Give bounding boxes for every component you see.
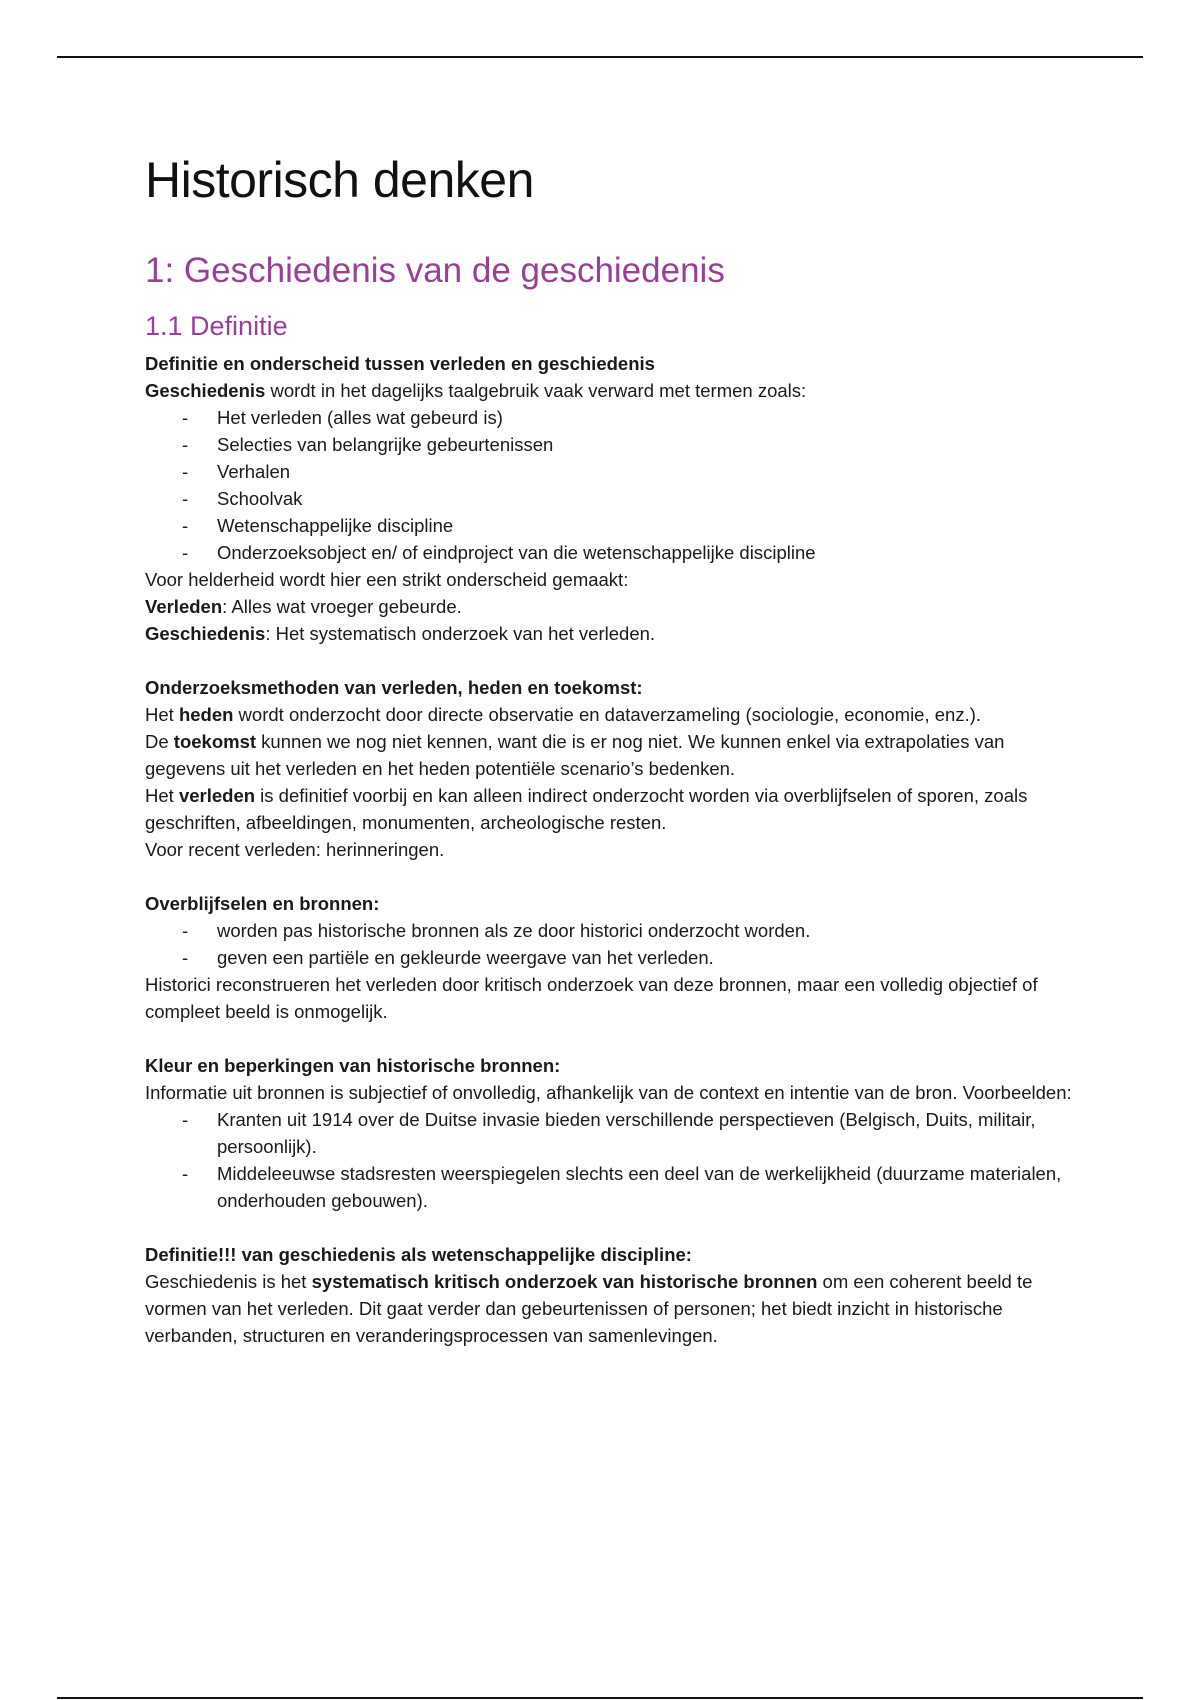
examples-list — [145, 1106, 1075, 1214]
footer-rule — [57, 1697, 1143, 1699]
subheading-sources: Overblijfselen en bronnen: — [145, 893, 380, 914]
list-item: - Het verleden (alles wat gebeurd is) — [217, 404, 1075, 431]
intro-paragraph — [145, 377, 1075, 404]
subheading-methods: Onderzoeksmethoden van verleden, heden en toekomst: — [145, 677, 643, 698]
text: Geschiedenis is het — [145, 1271, 312, 1292]
paragraph-verleden — [145, 782, 1075, 836]
text: is definitief voorbij en kan alleen indirect onderzocht worden via overblijfselen of sporen, zoals geschriften, afbeeldingen, monumenten, archeologische resten. — [145, 785, 1028, 833]
definition-text: : Alles wat vroeger gebeurde. — [222, 596, 462, 617]
document-body — [145, 148, 1075, 1349]
bold-term: toekomst — [173, 731, 257, 752]
chapter-heading: 1: Geschiedenis van de geschiedenis — [145, 251, 725, 290]
paragraph-final-definition — [145, 1268, 1075, 1349]
bold-term: Geschiedenis — [145, 380, 266, 401]
text: wordt onderzocht door directe observatie en dataverzameling (sociologie, economie, enz.). — [233, 704, 982, 725]
text: kunnen we nog niet kennen, want die is er nog niet. We kunnen enkel via extrapolaties van gegevens uit het verleden en het heden potentiële scenario’s bedenken. — [145, 731, 1005, 779]
subheading-definition: Definitie en onderscheid tussen verleden en geschiedenis — [145, 353, 655, 374]
paragraph-subjective: Informatie uit bronnen is subjectief of onvolledig, afhankelijk van de context en intentie van de bron. Voorbeelden: — [145, 1082, 1072, 1103]
bold-term: heden — [178, 704, 234, 725]
list-item: - Wetenschappelijke discipline — [217, 512, 1075, 539]
list-item: - Onderzoeksobject en/ of eindproject van die wetenschappelijke discipline — [217, 539, 1075, 566]
paragraph-recent: Voor recent verleden: herinneringen. — [145, 839, 445, 860]
definition-geschiedenis — [145, 620, 1075, 647]
header-rule — [57, 56, 1143, 58]
section-heading: 1.1 Definitie — [145, 311, 288, 341]
list-item: - Selecties van belangrijke gebeurtenissen — [217, 431, 1075, 458]
list-item: - Kranten uit 1914 over de Duitse invasie bieden verschillende perspectieven (Belgisch, Duits, militair, persoonlijk). — [217, 1106, 1075, 1160]
subheading-limitations: Kleur en beperkingen van historische bronnen: — [145, 1055, 561, 1076]
sources-list — [145, 917, 1075, 971]
definition-text: : Het systematisch onderzoek van het verleden. — [265, 623, 656, 644]
intro-text: wordt in het dagelijks taalgebruik vaak verward met termen zoals: — [265, 380, 807, 401]
list-item: - Middeleeuwse stadsresten weerspiegelen slechts een deel van de werkelijkheid (duurzame materialen, onderhouden gebouwen). — [217, 1160, 1075, 1214]
text: Het — [145, 785, 179, 806]
paragraph-toekomst — [145, 728, 1075, 782]
list-item: - worden pas historische bronnen als ze door historici onderzocht worden. — [217, 917, 1075, 944]
bold-term: Geschiedenis — [145, 623, 266, 644]
terms-list — [145, 404, 1075, 566]
paragraph-reconstruction: Historici reconstrueren het verleden door kritisch onderzoek van deze bronnen, maar een volledig objectief of compleet beeld is onmogelijk. — [145, 974, 1038, 1022]
text: Het — [145, 704, 179, 725]
list-item: - geven een partiële en gekleurde weergave van het verleden. — [217, 944, 1075, 971]
text: om een coherent beeld te vormen van het verleden. Dit gaat verder dan gebeurtenissen of personen; het biedt inzicht in historische verbanden, structuren en veranderingsprocessen van samenlevingen. — [145, 1271, 1033, 1346]
distinction-paragraph: Voor helderheid wordt hier een strikt onderscheid gemaakt: — [145, 569, 629, 590]
definition-verleden — [145, 593, 1075, 620]
bold-term: verleden — [178, 785, 256, 806]
list-item: - Schoolvak — [217, 485, 1075, 512]
bold-term: Verleden — [145, 596, 223, 617]
bold-term: systematisch kritisch onderzoek van historische bronnen — [311, 1271, 818, 1292]
text: De — [145, 731, 174, 752]
document-title: Historisch denken — [145, 152, 534, 208]
paragraph-heden — [145, 701, 1075, 728]
subheading-final-definition: Definitie!!! van geschiedenis als wetenschappelijke discipline: — [145, 1244, 692, 1265]
list-item: - Verhalen — [217, 458, 1075, 485]
